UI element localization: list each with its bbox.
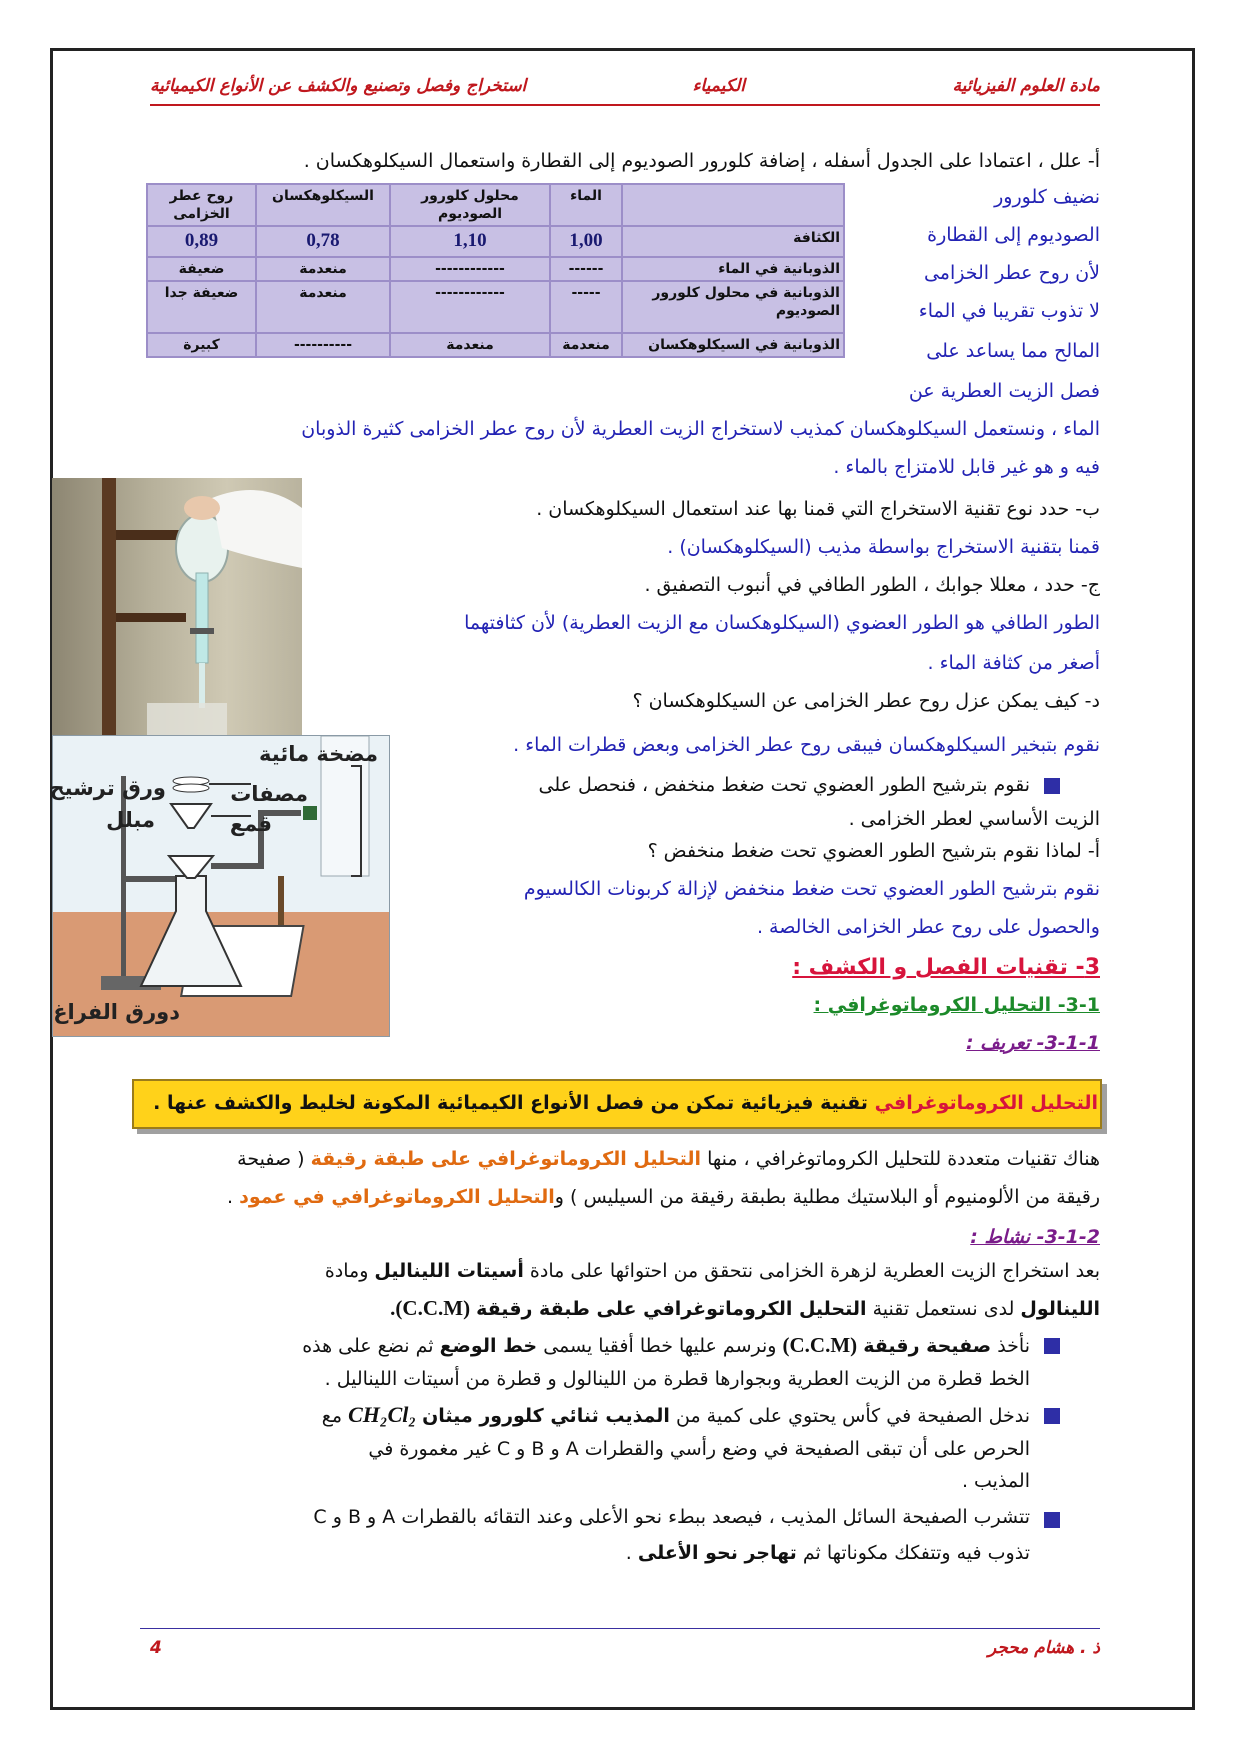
separatory-funnel-photo xyxy=(52,478,302,736)
activity-bold: صفيحة رقيقة xyxy=(863,1335,992,1357)
activity-text: بعد استخراج الزيت العطرية لزهرة الخزامى نتحقق من احتوائها على مادة xyxy=(529,1260,1100,1282)
table-cell: منعدمة xyxy=(390,333,550,357)
bullet-square-icon xyxy=(1044,1338,1060,1354)
answer-d: نقوم بتبخير السيكلوهكسان فيبقى روح عطر الخزامى وبعض قطرات الماء . xyxy=(513,734,1100,756)
table-row xyxy=(147,257,844,281)
header-rule xyxy=(150,104,1100,106)
table-row xyxy=(147,226,844,257)
activity-bold: اللينالول xyxy=(1020,1298,1100,1320)
answer-a-line-3: لأن روح عطر الخزامى xyxy=(923,262,1100,284)
answer-a-cont-2: فيه و هو غير قابل للامتزاج بالماء . xyxy=(833,456,1100,478)
intro-text: هناك تقنيات متعددة للتحليل الكروماتوغرافي ، منها xyxy=(707,1148,1100,1170)
section-3-1-title: 3-1- التحليل الكروماتوغرافي : xyxy=(813,994,1100,1016)
filtration-question: أ- لماذا نقوم بترشيح الطور العضوي تحت ضغط منخفض ؟ xyxy=(647,840,1100,862)
activity-bold: خط الوضع xyxy=(439,1335,538,1357)
header-subject: مادة العلوم الفيزيائية xyxy=(952,76,1100,96)
activity-bullet-3: تتشرب الصفيحة السائل المذيب ، فيصعد ببطء نحو الأعلى وعند التقائه بالقطرات A و B و C xyxy=(313,1506,1030,1528)
question-a: أ- علل ، اعتمادا على الجدول أسفله ، إضافة كلورور الصوديوم إلى القطارة واستعمال السيكلوهكسان . xyxy=(303,150,1100,172)
filtration-answer-2: والحصول على روح عطر الخزامى الخالصة . xyxy=(756,916,1100,938)
activity-bullet-3-line-2 xyxy=(626,1544,1030,1563)
activity-bullet-2 xyxy=(322,1404,1030,1426)
answer-a-line-2: الصوديوم إلى القطارة xyxy=(927,224,1100,246)
activity-bold: التحليل الكروماتوغرافي على طبقة رقيقة xyxy=(476,1298,867,1320)
activity-ccm: (C.C.M) xyxy=(782,1333,858,1357)
footer-author: ذ . هشام محجر xyxy=(987,1638,1100,1658)
activity-ccm: (C.C.M). xyxy=(390,1296,471,1320)
filtration-answer-1: نقوم بترشيح الطور العضوي تحت ضغط منخفض لإزالة كربونات الكالسيوم xyxy=(523,878,1100,900)
bullet-square-icon xyxy=(1044,778,1060,794)
page-header xyxy=(150,76,1100,102)
bullet-square-icon xyxy=(1044,1512,1060,1528)
filtration-bullet-2: الزيت الأساسي لعطر الخزامى . xyxy=(848,808,1100,830)
table-cell: الذوبانية في السيكلوهكسان xyxy=(622,333,844,357)
table-cell: الكثافة xyxy=(622,226,844,257)
label-filters: مصفات xyxy=(230,782,308,806)
intro-line-2 xyxy=(227,1188,1100,1207)
table-cell: 0,89 xyxy=(147,226,256,257)
label-wet: مبلل xyxy=(106,808,155,832)
table-cell: الذوبانية في الماء xyxy=(622,257,844,281)
table-cell: كبيرة xyxy=(147,333,256,357)
activity-bullet-1-line-2: الخط قطرة من الزيت العطرية وبجوارها قطرة من اللينالول و قطرة من أسيتات الليناليل . xyxy=(324,1368,1030,1390)
answer-a-line-6: فصل الزيت العطرية عن xyxy=(908,380,1100,402)
label-filter-paper: ورق ترشيح xyxy=(49,776,166,800)
answer-a-line-4: لا تذوب تقريبا في الماء xyxy=(918,300,1100,322)
answer-a-line-1: نضيف كلورور xyxy=(994,186,1100,208)
intro-text: . xyxy=(227,1186,234,1208)
intro-term: التحليل الكروماتوغرافي على طبقة رقيقة xyxy=(310,1148,702,1170)
dichloromethane-formula: CH₂Cl₂ xyxy=(348,1402,417,1427)
table-header-cell: السيكلوهكسان xyxy=(256,184,390,226)
answer-a-cont-1: الماء ، ونستعمل السيكلوهكسان كمذيب لاستخراج الزيت العطرية لأن روح عطر الخزامى كثيرة الذوبان xyxy=(301,418,1100,440)
footer-rule xyxy=(140,1628,1100,1629)
table-header-row xyxy=(147,184,844,226)
activity-text: ثم نضع على هذه xyxy=(302,1335,434,1357)
definition-rest: تقنية فيزيائية تمكن من فصل الأنواع الكيميائية المكونة لخليط والكشف عنها . xyxy=(153,1092,868,1114)
solubility-table xyxy=(146,183,845,358)
activity-text: تذوب فيه وتتفكك مكوناتها ثم xyxy=(802,1542,1030,1564)
activity-bold: أسيتات الليناليل xyxy=(374,1260,524,1282)
activity-text: ونرسم عليها خطا أفقيا يسمى xyxy=(543,1335,777,1357)
activity-bullet-1 xyxy=(302,1335,1030,1356)
intro-text: رقيقة من الألومنيوم أو البلاستيك مطلية بطبقة رقيقة من السيليس ) و xyxy=(554,1186,1100,1208)
table-cell: ضعيفة xyxy=(147,257,256,281)
activity-text: نأخذ xyxy=(997,1335,1030,1357)
table-row xyxy=(147,281,844,333)
activity-text: ندخل الصفيحة في كأس يحتوي على كمية من xyxy=(676,1405,1030,1427)
table-cell: ------------ xyxy=(390,257,550,281)
table-cell: ضعيفة جدا xyxy=(147,281,256,333)
label-vacuum-flask: دورق الفراغ xyxy=(53,1000,180,1024)
answer-a-line-5: المالح مما يساعد على xyxy=(926,340,1100,362)
activity-bold: المذيب ثنائي كلورور ميثان xyxy=(422,1405,670,1427)
activity-bold: تهاجر نحو الأعلى xyxy=(637,1542,797,1564)
activity-text: . xyxy=(625,1542,632,1564)
answer-b: قمنا بتقنية الاستخراج بواسطة مذيب (السيكلوهكسان) . xyxy=(667,536,1100,558)
activity-title: 3-1-2- نشاط : xyxy=(970,1226,1100,1248)
table-cell: ------ xyxy=(550,257,622,281)
activity-line-2 xyxy=(390,1298,1100,1319)
label-water-pump: مضخة مائية xyxy=(259,742,378,766)
activity-text: ومادة xyxy=(324,1260,369,1282)
activity-text: مع xyxy=(321,1405,343,1427)
question-b: ب- حدد نوع تقنية الاستخراج التي قمنا بها عند استعمال السيكلوهكسان . xyxy=(536,498,1100,520)
table-header-cell xyxy=(622,184,844,226)
table-cell: الذوبانية في محلول كلورور الصوديوم xyxy=(622,281,844,333)
section-3-1-1-title: 3-1-1- تعريف : xyxy=(965,1032,1100,1054)
table-cell: ------------ xyxy=(390,281,550,333)
table-header-cell: الماء xyxy=(550,184,622,226)
answer-c-1: الطور الطافي هو الطور العضوي (السيكلوهكسان مع الزيت العطرية) لأن كثافتهما xyxy=(464,612,1100,634)
activity-bullet-2-line-3: المذيب . xyxy=(961,1470,1030,1492)
bullet-square-icon xyxy=(1044,1408,1060,1424)
page-number: 4 xyxy=(150,1638,162,1658)
table-cell: 1,00 xyxy=(550,226,622,257)
table-cell: ----- xyxy=(550,281,622,333)
definition-text xyxy=(153,1094,1098,1113)
table-header-cell: محلول كلورور الصوديوم xyxy=(390,184,550,226)
table-cell: 1,10 xyxy=(390,226,550,257)
table-cell: ---------- xyxy=(256,333,390,357)
label-funnel: قمع xyxy=(229,812,272,836)
intro-line-1 xyxy=(237,1150,1100,1169)
section-3-title: 3- تقنيات الفصل و الكشف : xyxy=(792,955,1100,980)
table-cell: منعدمة xyxy=(256,257,390,281)
intro-text: ( صفيحة xyxy=(237,1148,305,1170)
header-lesson: استخراج وفصل وتصنيع والكشف عن الأنواع الكيميائية xyxy=(150,76,527,96)
answer-c-2: أصغر من كثافة الماء . xyxy=(927,652,1100,674)
intro-term: التحليل الكروماتوغرافي في عمود xyxy=(239,1186,555,1208)
header-branch: الكيمياء xyxy=(692,76,745,96)
table-cell: منعدمة xyxy=(550,333,622,357)
activity-text: لدى نستعمل تقنية xyxy=(872,1298,1015,1320)
filtration-bullet-1: نقوم بترشيح الطور العضوي تحت ضغط منخفض ، فنحصل على xyxy=(538,774,1030,796)
table-cell: منعدمة xyxy=(256,281,390,333)
question-c: ج- حدد ، معللا جوابك ، الطور الطافي في أنبوب التصفيق . xyxy=(644,574,1100,596)
question-d: د- كيف يمكن عزل روح عطر الخزامى عن السيكلوهكسان ؟ xyxy=(632,690,1100,712)
table-cell: 0,78 xyxy=(256,226,390,257)
table-row xyxy=(147,333,844,357)
activity-line-1 xyxy=(325,1262,1100,1281)
activity-bullet-2-line-2: الحرص على أن تبقى الصفيحة في وضع رأسي والقطرات A و B و C غير مغمورة في xyxy=(368,1438,1030,1460)
table-header-cell: روح عطر الخزامى xyxy=(147,184,256,226)
definition-term: التحليل الكروماتوغرافي xyxy=(874,1092,1098,1114)
